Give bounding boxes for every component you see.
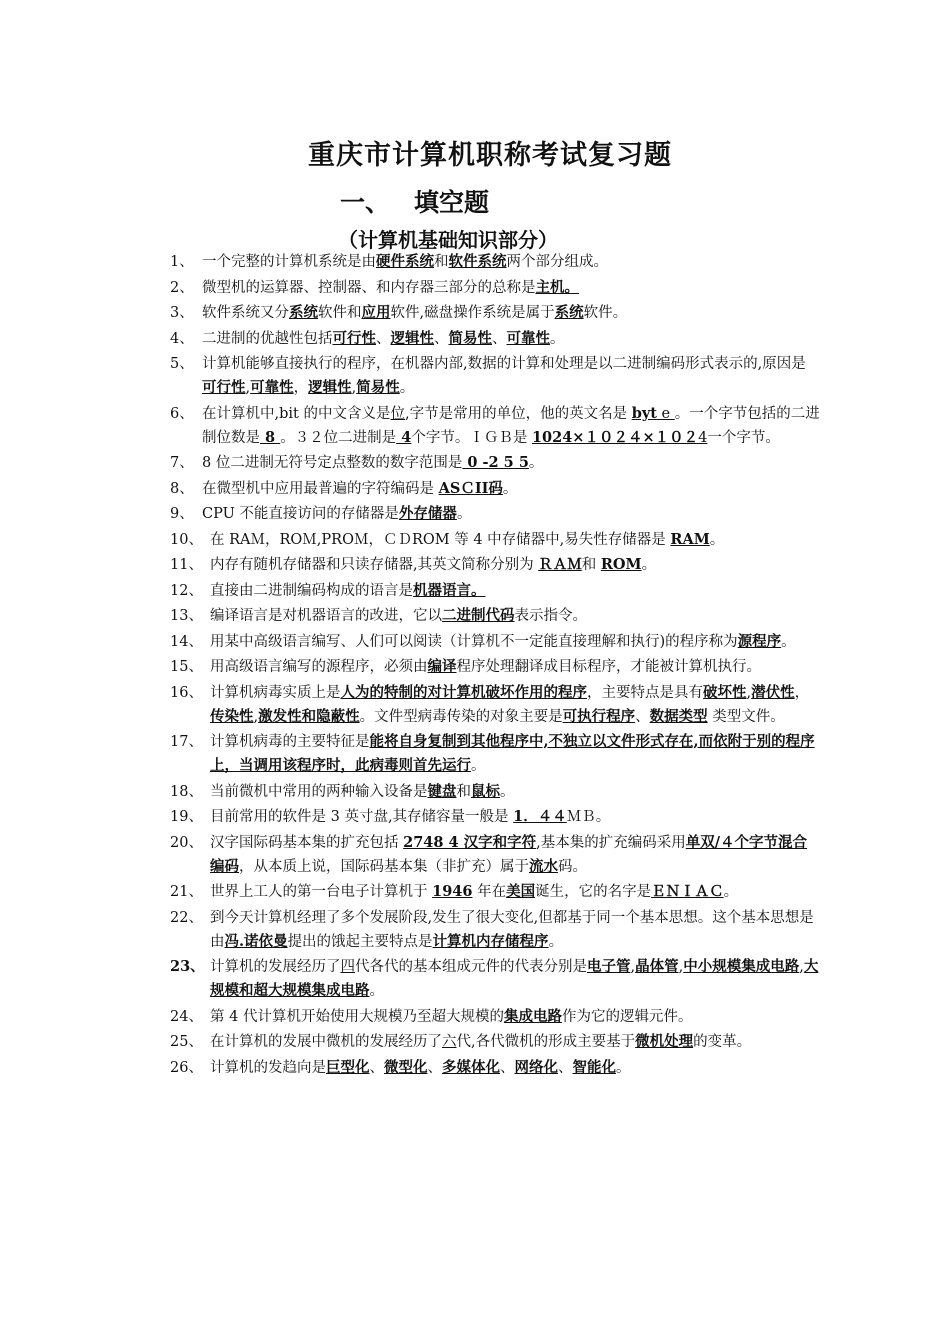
answer-text: 编译	[427, 658, 457, 675]
subsection-heading: （计算机基础知识部分）	[338, 228, 558, 252]
question-text: 计算机的发展经历了	[210, 959, 341, 975]
question-number: 22、	[170, 909, 203, 926]
answer-text: 流水	[529, 857, 558, 875]
question-number: 13、	[170, 608, 203, 624]
underlined-text: 位	[390, 405, 405, 422]
question-item	[170, 906, 820, 954]
question-text: ,	[799, 959, 804, 975]
question-text: 计算机病毒实质上是	[210, 684, 341, 701]
answer-text: 4	[396, 428, 412, 446]
question-text: 。一个字节包括的二进制位数是	[202, 405, 820, 446]
answer-text: 网络化	[514, 1058, 558, 1076]
underlined-text: 4	[698, 429, 708, 446]
question-text: 和	[434, 254, 449, 270]
question-item	[170, 1005, 820, 1029]
question-number: 6、	[170, 405, 194, 422]
question-text: 提出的饿起主要特点是	[287, 933, 433, 950]
question-text: 。３２位二进制是	[280, 429, 397, 446]
question-text: 、	[635, 708, 650, 725]
question-text: 到今天计算机经理了多个发展阶段,发生了很大变化,但都基于同一个基本思想。这个基本思想是由	[210, 909, 814, 950]
answer-text: 8	[260, 428, 281, 446]
answer-text: 鼠标	[471, 782, 500, 800]
question-text: 软件系统又分	[202, 305, 289, 321]
answer-text: 简易性	[448, 329, 492, 347]
question-item	[170, 352, 820, 400]
answer-text: 微机处理	[635, 1033, 694, 1050]
question-text: CPU 不能直接访问的存储器是	[202, 506, 399, 522]
question-text: 二进制的优越性包括	[202, 330, 333, 347]
question-text: ,	[746, 684, 752, 701]
answer-text: 0 -2 5 5	[462, 454, 529, 471]
question-text: 、	[427, 1059, 442, 1076]
answer-text: 二进制代码	[442, 607, 515, 624]
answer-text: 冯.诺依曼	[224, 932, 288, 950]
question-item	[170, 630, 820, 654]
answer-text: ＥＮＩＡＣ	[651, 883, 724, 900]
question-text: 。	[709, 531, 725, 548]
question-item	[170, 327, 820, 351]
question-text: 一个字节。	[707, 429, 780, 446]
answer-text: 逻辑性	[390, 329, 434, 347]
question-number: 20、	[170, 834, 203, 851]
question-text: ,	[245, 380, 251, 396]
question-text: 计算机能够直接执行的程序，在机器内部,数据的计算和处理是以二进制编码形式表示的,原因是	[202, 356, 806, 372]
section-title: 填空题	[414, 188, 490, 217]
question-text: 软件和	[318, 305, 362, 321]
question-text: 世界上工人的第一台电子计算机于	[210, 884, 433, 900]
answer-text: 晶体管	[635, 958, 679, 975]
question-number: 23、	[170, 958, 205, 975]
answer-text: 简易性	[356, 379, 400, 396]
answer-text: RAM	[670, 530, 710, 548]
question-item	[170, 250, 820, 274]
question-text: ，	[293, 380, 309, 396]
answer-text: 可执行程序	[562, 707, 636, 725]
question-text: 、	[500, 1059, 515, 1076]
question-text: 两个部分组成。	[506, 254, 608, 270]
question-text: 。	[369, 983, 384, 999]
answer-text: ASＣII码	[438, 479, 503, 497]
question-item	[170, 1056, 820, 1080]
question-number: 17、	[170, 734, 203, 750]
question-text: 。	[502, 480, 518, 497]
question-number: 19、	[170, 809, 203, 825]
question-item	[170, 502, 820, 526]
question-number: 15、	[170, 659, 203, 675]
answer-text: ROM	[600, 556, 642, 573]
question-list	[170, 250, 820, 1081]
question-number: 2、	[170, 279, 194, 296]
question-text: 。	[456, 506, 472, 522]
question-text: 的变革。	[693, 1034, 752, 1050]
question-number: 12、	[170, 582, 203, 599]
question-text: 个字节。ＩＧＢ是	[411, 429, 532, 446]
question-text: 作为它的逻辑元件。	[561, 1008, 693, 1025]
question-text: 、	[558, 1059, 573, 1076]
question-text: ，从本质上说，国际码基本集（非扩充）属于	[239, 858, 529, 875]
question-text: 用某中高级语言编写、人们可以阅读（计算机不一定能直接理解和执行)的程序称为	[210, 633, 738, 650]
question-text: 微型机的运算器、控制器、和内存器三部分的总称是	[202, 279, 536, 296]
underlined-text: e	[656, 405, 675, 422]
question-text: 在微型机中应用最普遍的字符编码是	[202, 480, 439, 497]
question-item	[170, 553, 820, 577]
question-number: 10、	[170, 531, 203, 548]
answer-text: 微型化	[384, 1058, 428, 1076]
question-number: 16、	[170, 684, 203, 701]
question-text: 8 位二进制无符号定点整数的数字范围是	[202, 455, 463, 471]
question-text: 在计算机的发展中微机的发展经历了	[210, 1034, 442, 1050]
answer-text: ＲＡＭ	[538, 556, 582, 573]
question-text: 直接由二进制编码构成的语言是	[210, 582, 413, 599]
answer-text: 系统	[289, 304, 318, 321]
question-text: 。	[500, 783, 515, 800]
question-item	[170, 451, 820, 475]
question-text: 代,各代微机的形成主要基于	[456, 1034, 636, 1050]
question-text: 。	[550, 330, 565, 347]
question-text: 代各代的基本组成元件的代表分别是	[355, 959, 587, 975]
question-text: 软件。	[583, 305, 628, 321]
question-text: 在 RAＭ，ROＭ,PROＭ，ＣＤROM 等 4 中存储器中,易失性存储器是	[210, 531, 671, 548]
answer-text: 潜伏性	[751, 683, 795, 701]
answer-text: 外存储器	[398, 505, 457, 522]
question-text: 计算机病毒的主要特征是	[210, 734, 370, 750]
question-number: 4、	[170, 330, 194, 347]
question-item	[170, 805, 820, 829]
question-number: 3、	[170, 305, 194, 321]
question-number: 21、	[170, 884, 203, 900]
answer-text: 传染性	[210, 707, 254, 725]
answer-text: 多媒体化	[442, 1058, 500, 1076]
answer-text: 单双/４个字节混合编码	[210, 833, 808, 875]
question-item	[170, 276, 820, 300]
question-item	[170, 655, 820, 679]
question-text: 、	[369, 1059, 384, 1076]
question-text: 计算机的发趋向是	[210, 1059, 326, 1076]
question-number: 14、	[170, 633, 203, 650]
question-item	[170, 528, 820, 552]
document-title: 重庆市计算机职称考试复习题	[308, 140, 672, 171]
answer-text: 数据类型	[649, 707, 708, 725]
answer-text: byt	[631, 404, 657, 422]
question-text: 在计算机中,bit 的中文含义是	[202, 405, 391, 422]
question-item	[170, 402, 820, 450]
answer-text: 1．４４	[513, 808, 567, 825]
question-text: ,	[630, 959, 636, 975]
question-item	[170, 301, 820, 325]
question-item	[170, 730, 820, 778]
question-text: 内存有随机存储器和只读存储器,其英文简称分别为	[210, 557, 539, 573]
question-text: 。	[548, 933, 564, 950]
underlined-text: 六	[442, 1034, 457, 1050]
question-text: ，	[794, 684, 810, 701]
answer-text: 系统	[554, 304, 584, 321]
question-item	[170, 477, 820, 501]
question-number: 9、	[170, 506, 194, 522]
question-number: 24、	[170, 1008, 203, 1025]
answer-text: 逻辑性	[308, 379, 352, 396]
section-number: 一、	[340, 188, 391, 217]
question-item	[170, 780, 820, 804]
answer-text: 巨型化	[326, 1058, 370, 1076]
answer-text: 软件系统	[448, 253, 507, 270]
question-text: 汉字国际码基本集的扩充包括	[210, 834, 404, 851]
question-text: ＭＢ。	[566, 809, 611, 825]
question-text: 。文件型病毒传染的对象主要是	[359, 708, 563, 725]
question-text: ,	[253, 708, 259, 725]
question-text: 。	[616, 1059, 631, 1076]
answer-text: 可行性	[202, 379, 246, 396]
question-number: 18、	[170, 783, 203, 800]
question-text: 、	[434, 330, 449, 347]
question-text: 程序处理翻译成目标程序，才能被计算机执行。	[456, 659, 761, 675]
question-item	[170, 579, 820, 603]
question-number: 11、	[170, 557, 203, 573]
question-text: 年在	[472, 884, 507, 900]
question-text: 当前微机中常用的两种输入设备是	[210, 783, 428, 800]
question-text: 。	[528, 455, 544, 471]
answer-text: 机器语言。	[413, 581, 486, 599]
answer-text: 1024×１０２４×１０２	[531, 428, 699, 446]
question-item	[170, 880, 820, 904]
answer-text: 破坏性	[703, 683, 747, 701]
question-text: ,基本集的扩充编码采用	[536, 834, 686, 851]
question-text: 类型文件。	[707, 708, 785, 725]
question-text: 和	[581, 557, 601, 573]
underlined-text: 四	[340, 959, 355, 975]
question-text: ,	[351, 380, 357, 396]
question-text: 一个完整的计算机系统是由	[202, 254, 376, 270]
answer-text: 主机。	[535, 278, 579, 296]
question-text: 。	[641, 557, 657, 573]
question-text: 表示指令。	[514, 608, 587, 624]
answer-text: 2748 4 汉字和字符	[403, 833, 537, 851]
question-text: 目前常用的软件是 3 英寸盘,其存储容量一般是	[210, 809, 514, 825]
answer-text: 可靠性	[506, 329, 550, 347]
answer-text: 能将自身复制到其他程序中,不独立以文件形式存在,而依附于别的程序上，当调用该程序时，此病毒则首先运行	[210, 733, 815, 774]
answer-text: 源程序	[737, 632, 782, 650]
question-text: 。	[723, 884, 739, 900]
question-text: 编译语言是对机器语言的改进，它以	[210, 608, 442, 624]
answer-text: 智能化	[572, 1058, 616, 1076]
question-text: ，主要特点是具有	[587, 684, 703, 701]
answer-text: 可靠性	[250, 379, 294, 396]
question-number: 8、	[170, 480, 194, 497]
answer-text: 美国	[506, 883, 536, 900]
answer-text: 可行性	[332, 329, 376, 347]
question-item	[170, 955, 820, 1003]
answer-text: 人为的特制的对计算机破坏作用的程序	[340, 683, 587, 701]
answer-text: 中小规模集成电路	[683, 958, 800, 975]
question-number: 1、	[170, 254, 194, 270]
question-item	[170, 831, 820, 879]
answer-text: 大规模和超大规模集成电路	[210, 958, 819, 999]
question-text: 和	[456, 783, 471, 800]
answer-text: 硬件系统	[376, 253, 434, 270]
question-number: 7、	[170, 455, 194, 471]
question-number: 25、	[170, 1034, 203, 1050]
question-text: 软件,磁盘操作系统是属于	[390, 305, 555, 321]
question-number: 26、	[170, 1059, 203, 1076]
answer-text: 集成电路	[503, 1007, 562, 1025]
question-number: 5、	[170, 356, 194, 372]
question-item	[170, 1030, 820, 1054]
question-text: 、	[376, 330, 391, 347]
answer-text: 计算机内存储程序	[432, 932, 549, 950]
answer-text: 应用	[361, 304, 391, 321]
answer-text: 键盘	[427, 782, 457, 800]
question-text: 。	[399, 380, 415, 396]
question-item	[170, 604, 820, 628]
question-item	[170, 681, 820, 729]
question-text: 。	[781, 633, 796, 650]
answer-text: 激发性和隐蔽性	[258, 707, 360, 725]
answer-text: 电子管	[587, 958, 631, 975]
question-text: 用高级语言编写的源程序，必须由	[210, 659, 428, 675]
question-text: 第 4 代计算机开始使用大规模乃至超大规模的	[210, 1008, 504, 1025]
answer-text: 1946	[432, 883, 473, 900]
question-text: 、	[492, 330, 507, 347]
question-text: ,字节是常用的单位，他的英文名是	[404, 405, 632, 422]
question-text: 诞生，它的名字是	[535, 884, 652, 900]
question-text: ,	[678, 959, 684, 975]
question-text: 码。	[558, 858, 587, 875]
question-text: 。	[471, 758, 486, 774]
section-heading	[340, 183, 489, 219]
